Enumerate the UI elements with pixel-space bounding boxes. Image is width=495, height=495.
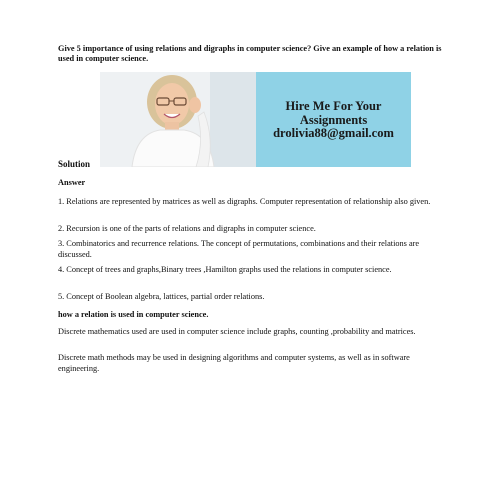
solution-label: Solution xyxy=(58,159,91,169)
point-4: 4. Concept of trees and graphs,Binary trees ,Hamilton graphs used the relations in computer science. xyxy=(58,265,392,274)
question-text: Give 5 importance of using relations and digraphs in computer science? Give an example of how a relation is used in computer science. xyxy=(58,44,442,63)
advert-email[interactable]: drolivia88@gmail.com xyxy=(273,126,394,141)
advert-text-panel xyxy=(256,72,411,167)
point-1: 1. Relations are represented by matrices as well as digraphs. Computer representation of relationship also given. xyxy=(58,197,431,206)
point-3: 3. Combinatorics and recurrence relations. The concept of permutations, combinations and their relations are discussed. xyxy=(58,239,420,259)
advert-line-2: Assignments xyxy=(299,112,368,127)
answer-label: Answer xyxy=(58,178,86,187)
example-heading: how a relation is used in computer science. xyxy=(58,310,209,319)
example-paragraph-1: Discrete mathematics used are used in computer science include graphs, counting ,probability and matrices. xyxy=(58,327,416,336)
advert-banner[interactable] xyxy=(100,72,411,167)
advert-line-1: Hire Me For Your xyxy=(285,99,382,114)
woman-photo xyxy=(100,72,256,167)
point-5: 5. Concept of Boolean algebra, lattices, partial order relations. xyxy=(58,292,265,301)
example-paragraph-2: Discrete math methods may be used in designing algorithms and computer systems, as well as in software engineering. xyxy=(58,353,410,373)
point-2: 2. Recursion is one of the parts of relations and digraphs in computer science. xyxy=(58,224,316,233)
